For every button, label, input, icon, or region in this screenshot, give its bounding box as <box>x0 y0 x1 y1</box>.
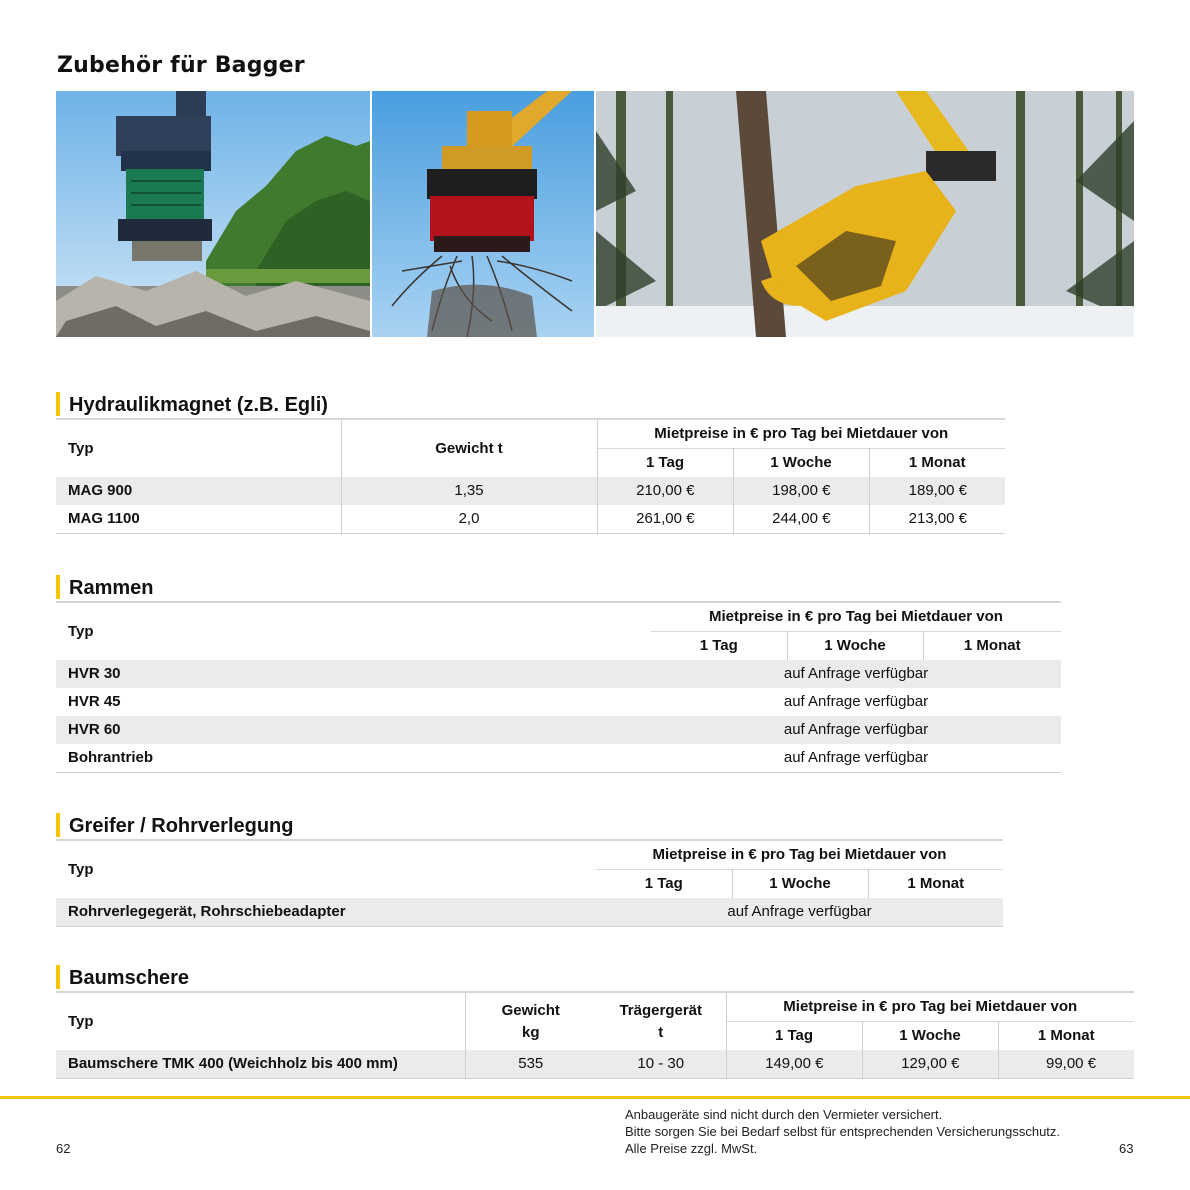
col-typ: Typ <box>68 860 94 878</box>
footer-note <box>625 1106 1060 1157</box>
table-baumschere <box>56 991 1134 1079</box>
page-number-right: 63 <box>1119 1141 1134 1156</box>
section-baumschere <box>56 965 1134 1079</box>
cell-price-week: 244,00 € <box>733 505 869 534</box>
cell-price-day: 149,00 € <box>726 1050 862 1079</box>
page-title: Zubehör für Bagger <box>57 53 305 78</box>
table-hydraulikmagnet <box>56 418 1005 534</box>
cell-type: Rohrverlegegerät, Rohrschiebeadapter <box>56 898 596 927</box>
col-1-monat: 1 Monat <box>869 449 1005 478</box>
table-row <box>56 688 1061 716</box>
table-rammen <box>56 601 1061 773</box>
col-1-monat: 1 Monat <box>868 870 1003 899</box>
cell-type: Bohrantrieb <box>68 749 154 766</box>
tree-shear-photo <box>596 91 1134 337</box>
col-price-group: Mietpreise in € pro Tag bei Mietdauer von <box>783 998 1078 1015</box>
table-row <box>56 898 1003 927</box>
col-1-woche: 1 Woche <box>733 449 869 478</box>
cell-availability: auf Anfrage verfügbar <box>651 660 1061 688</box>
col-price-group: Mietpreise in € pro Tag bei Mietdauer von <box>652 846 947 863</box>
table-row <box>56 1050 1134 1079</box>
col-typ: Typ <box>68 439 94 457</box>
cell-price-month: 99,00 € <box>998 1050 1134 1079</box>
cell-price-month: 189,00 € <box>869 477 1005 505</box>
cell-availability: auf Anfrage verfügbar <box>783 693 929 710</box>
cell-availability: auf Anfrage verfügbar <box>651 716 1061 744</box>
section-title-greifer: Greifer / Rohrverlegung <box>56 813 1003 839</box>
cell-weight: 2,0 <box>341 505 597 534</box>
col-gewicht-unit: kg <box>521 1023 540 1041</box>
hydraulic-magnet-photo <box>56 91 370 337</box>
cell-type: Baumschere TMK 400 (Weichholz bis 400 mm) <box>56 1050 465 1079</box>
cell-type: HVR 60 <box>56 716 651 744</box>
cell-weight: 535 <box>465 1050 596 1079</box>
section-hydraulikmagnet <box>56 392 1005 534</box>
table-row <box>56 660 1061 688</box>
col-price-group: Mietpreise in € pro Tag bei Mietdauer von <box>709 608 1003 625</box>
section-greifer <box>56 813 1003 927</box>
cell-type: HVR 30 <box>56 660 651 688</box>
table-row <box>56 505 1005 534</box>
cell-availability: auf Anfrage verfügbar <box>783 749 929 766</box>
col-1-tag: 1 Tag <box>596 870 732 899</box>
col-1-monat: 1 Monat <box>998 1022 1134 1051</box>
col-1-tag: 1 Tag <box>651 632 787 661</box>
cell-price-day: 261,00 € <box>597 505 733 534</box>
footer-note-line: Anbaugeräte sind nicht durch den Vermieter versichert. <box>625 1107 943 1122</box>
col-traegergeraet <box>596 992 726 1050</box>
col-gewicht: Gewicht t <box>341 419 597 477</box>
cell-price-month: 213,00 € <box>908 510 968 527</box>
cell-type: MAG 900 <box>56 477 341 505</box>
section-rammen <box>56 575 1061 773</box>
footer-note-line: Bitte sorgen Sie bei Bedarf selbst für entsprechenden Versicherungsschutz. <box>625 1124 1061 1139</box>
magnet-with-scrap-photo <box>372 91 594 337</box>
footer-note-line: Alle Preise zzgl. MwSt. <box>625 1141 758 1156</box>
section-title-baumschere: Baumschere <box>56 965 1134 991</box>
col-1-tag: 1 Tag <box>597 449 733 478</box>
col-1-monat: 1 Monat <box>923 632 1061 661</box>
col-traegergeraet-label: Trägergerät <box>619 1001 703 1019</box>
col-typ: Typ <box>68 1012 94 1030</box>
footer-divider <box>0 1096 1190 1099</box>
page-number-left: 62 <box>56 1141 71 1156</box>
cell-price-week: 129,00 € <box>862 1050 998 1079</box>
col-gewicht-label: Gewicht <box>501 1001 560 1019</box>
section-title-rammen: Rammen <box>56 575 1061 601</box>
table-row <box>56 744 1061 773</box>
table-row <box>56 716 1061 744</box>
col-gewicht <box>465 992 596 1050</box>
cell-type: MAG 1100 <box>68 510 140 527</box>
col-price-group: Mietpreise in € pro Tag bei Mietdauer von <box>654 425 949 442</box>
cell-availability: auf Anfrage verfügbar <box>596 898 1003 927</box>
cell-price-week: 198,00 € <box>733 477 869 505</box>
cell-price-day: 210,00 € <box>597 477 733 505</box>
cell-weight: 1,35 <box>341 477 597 505</box>
cell-carrier: 10 - 30 <box>596 1050 726 1079</box>
cell-type: HVR 45 <box>68 693 121 710</box>
section-title-hydraulikmagnet: Hydraulikmagnet (z.B. Egli) <box>56 392 1005 418</box>
col-1-woche: 1 Woche <box>862 1022 998 1051</box>
col-1-woche: 1 Woche <box>787 632 923 661</box>
table-greifer <box>56 839 1003 927</box>
col-1-woche: 1 Woche <box>732 870 868 899</box>
table-row <box>56 477 1005 505</box>
col-traegergeraet-unit: t <box>658 1023 664 1041</box>
col-1-tag: 1 Tag <box>726 1022 862 1051</box>
col-typ: Typ <box>68 622 94 640</box>
